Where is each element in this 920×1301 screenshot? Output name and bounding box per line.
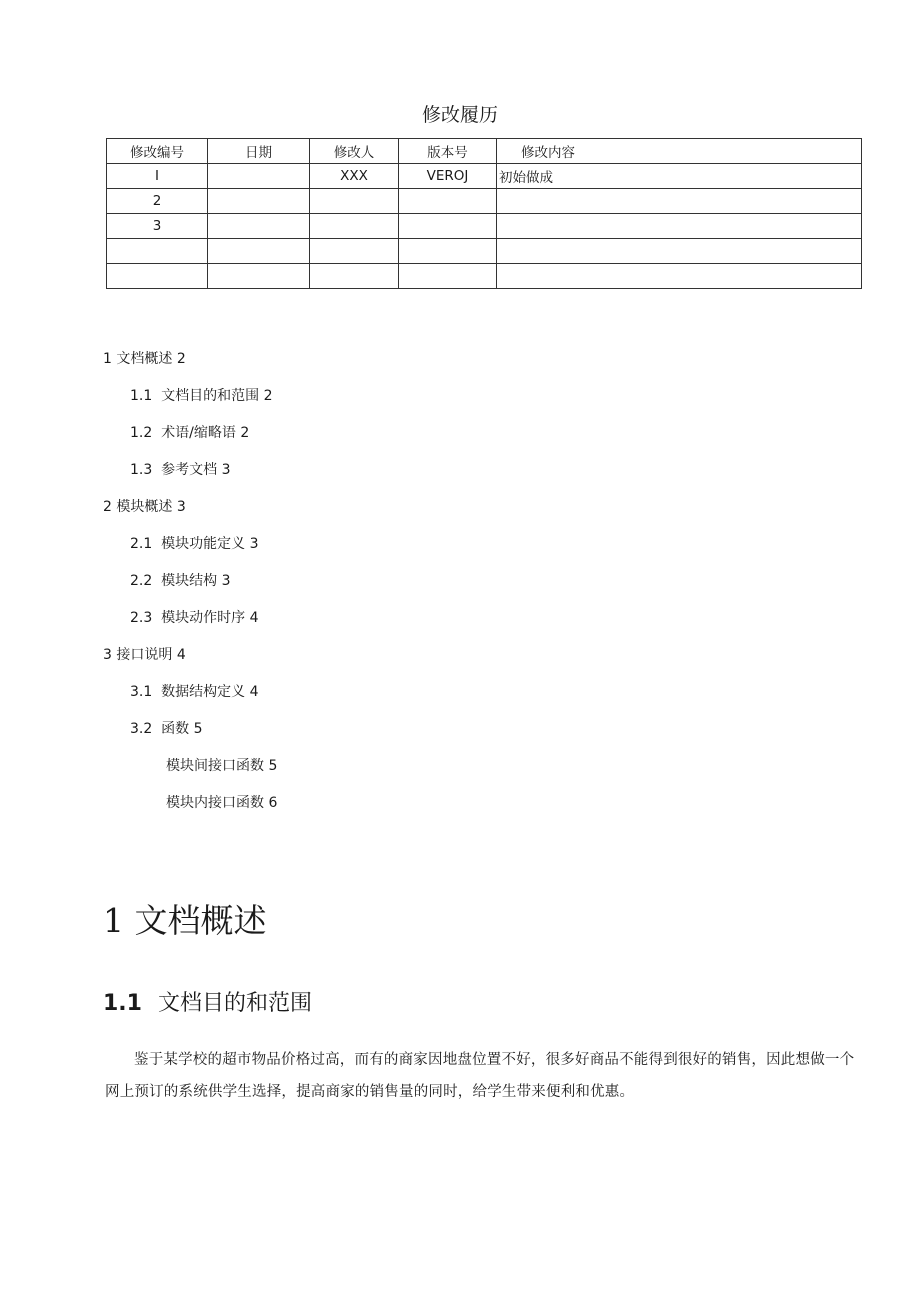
toc-entry[interactable] xyxy=(130,607,259,627)
header-cell: 日期 xyxy=(208,139,310,164)
toc-number: 2 xyxy=(103,499,112,515)
table-cell xyxy=(497,239,862,264)
table-cell xyxy=(399,189,497,214)
toc-text: 参考文档 3 xyxy=(161,462,231,478)
toc-text: 术语/缩略语 2 xyxy=(161,425,250,441)
toc-text: 函数 5 xyxy=(161,721,203,737)
table-cell xyxy=(107,264,208,289)
toc-text: 文档目的和范围 2 xyxy=(161,388,273,404)
toc-entry[interactable] xyxy=(166,792,277,812)
toc-entry[interactable] xyxy=(130,718,203,738)
table-cell: I xyxy=(107,164,208,189)
toc-number: 3.1 xyxy=(130,684,153,700)
toc-number: 2.1 xyxy=(130,536,153,552)
table-cell xyxy=(208,164,310,189)
toc-entry[interactable] xyxy=(130,533,259,553)
table-cell xyxy=(310,189,399,214)
toc-entry[interactable] xyxy=(103,496,186,516)
toc-number: 2.2 xyxy=(130,573,153,589)
toc-text: 接口说明 4 xyxy=(116,647,186,663)
section-title: 文档目的和范围 xyxy=(157,991,312,1016)
header-cell: 版本号 xyxy=(399,139,497,164)
header-cell: 修改内容 xyxy=(497,139,862,164)
toc-entry[interactable] xyxy=(130,681,259,701)
table-cell xyxy=(399,264,497,289)
table-cell xyxy=(208,214,310,239)
toc-text: 文档概述 2 xyxy=(116,351,186,367)
toc-text: 模块结构 3 xyxy=(161,573,231,589)
toc-number: 2.3 xyxy=(130,610,153,626)
toc-number: 1 xyxy=(103,351,112,367)
toc-number: 3.2 xyxy=(130,721,153,737)
toc-entry[interactable] xyxy=(130,385,273,405)
table-cell xyxy=(399,214,497,239)
table-cell: XXX xyxy=(310,164,399,189)
table-cell xyxy=(208,189,310,214)
header-cell: 修改编号 xyxy=(107,139,208,164)
table-row xyxy=(107,214,862,239)
toc-entry[interactable] xyxy=(130,459,231,479)
toc-text: 模块间接口函数 5 xyxy=(166,758,278,774)
table-cell xyxy=(497,264,862,289)
toc-entry[interactable] xyxy=(130,570,231,590)
toc-number: 1.1 xyxy=(130,388,153,404)
table-cell: 3 xyxy=(107,214,208,239)
toc-text: 模块概述 3 xyxy=(116,499,186,515)
toc-entry[interactable] xyxy=(130,422,249,442)
toc-number: 3 xyxy=(103,647,112,663)
toc-number: 1.3 xyxy=(130,462,153,478)
toc-text: 数据结构定义 4 xyxy=(161,684,259,700)
section-heading-1: 1 文档概述 xyxy=(103,901,267,940)
table-cell xyxy=(208,264,310,289)
table-row xyxy=(107,164,862,189)
toc-text: 模块动作时序 4 xyxy=(161,610,259,626)
toc-number: 1.2 xyxy=(130,425,153,441)
table-cell xyxy=(208,239,310,264)
body-paragraph: 鉴于某学校的超市物品价格过高，而有的商家因地盘位置不好，很多好商品不能得到很好的销售，因此想做一个网上预订的系统供学生选择，提高商家的销售量的同时，给学生带来便利和优惠。 xyxy=(105,1052,855,1100)
toc-entry[interactable] xyxy=(103,348,186,368)
toc-text: 模块功能定义 3 xyxy=(161,536,259,552)
table-row xyxy=(107,189,862,214)
table-cell: 初始做成 xyxy=(497,164,862,189)
table-cell xyxy=(399,239,497,264)
table-cell xyxy=(497,189,862,214)
table-cell xyxy=(310,214,399,239)
section-heading-1-1 xyxy=(103,986,312,1017)
section-number: 1.1 xyxy=(103,991,142,1016)
table-header-row xyxy=(107,139,862,164)
table-cell xyxy=(310,264,399,289)
table-cell xyxy=(310,239,399,264)
doc-title: 修改履历 xyxy=(421,104,498,126)
table-cell: 2 xyxy=(107,189,208,214)
table-cell xyxy=(107,239,208,264)
table-row xyxy=(107,239,862,264)
toc-text: 模块内接口函数 6 xyxy=(166,795,278,811)
table-row xyxy=(107,264,862,289)
toc-entry[interactable] xyxy=(166,755,277,775)
table-cell: VEROJ xyxy=(399,164,497,189)
header-cell: 修改人 xyxy=(310,139,399,164)
revision-history-table xyxy=(106,138,862,289)
table-cell xyxy=(497,214,862,239)
toc-entry[interactable] xyxy=(103,644,186,664)
